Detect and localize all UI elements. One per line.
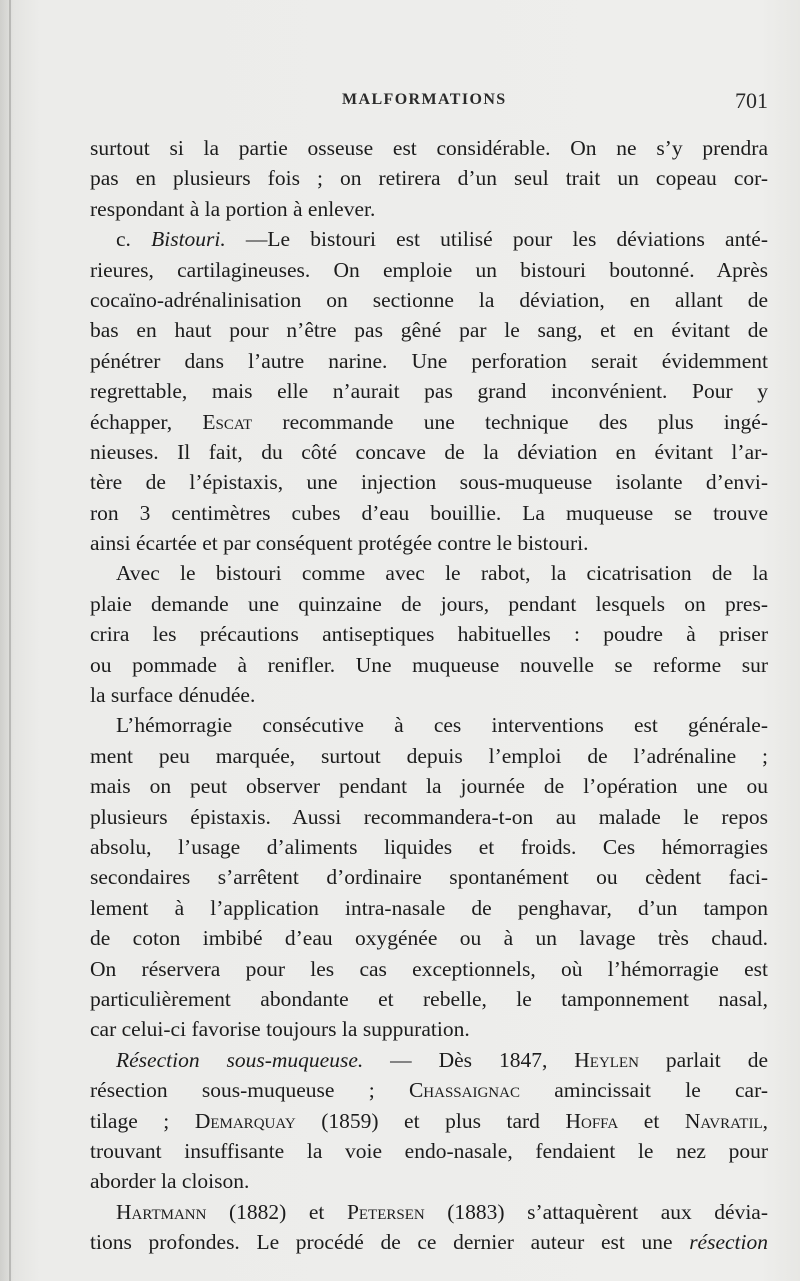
- text-line: [90, 1197, 768, 1227]
- page-gutter-shadow: [9, 0, 11, 1281]
- author-name: Heylen: [574, 1047, 639, 1072]
- text-line: pénétrer dans l’autre narine. Une perforation serait évidemment: [90, 348, 768, 373]
- text-line: ment peu marquée, surtout depuis l’emploi de l’adrénaline ;: [90, 743, 768, 768]
- text-line: ou pommade à renifler. Une muqueuse nouvelle se reforme sur: [90, 652, 768, 677]
- text-run: —Le bistouri est utilisé pour les déviations anté-: [225, 227, 768, 252]
- text-line: bas en haut pour n’être pas gêné par le sang, et en évitant de: [90, 318, 768, 343]
- text-line: respondant à la portion à enlever.: [90, 196, 376, 221]
- italic-term: résection: [689, 1230, 768, 1255]
- text-line: particulièrement abondante et rebelle, le tamponnement nasal,: [90, 986, 768, 1011]
- text-line: [90, 1045, 768, 1075]
- text-run: tions profondes. Le procédé de ce dernier auteur est une: [90, 1230, 690, 1255]
- text-line: [90, 1075, 768, 1105]
- text-run: et: [618, 1108, 685, 1133]
- text-run: parlait de: [638, 1047, 768, 1072]
- italic-term: Bistouri.: [151, 227, 226, 252]
- text-line: de coton imbibé d’eau oxygénée ou à un lavage très chaud.: [90, 926, 768, 951]
- text-line: nieuses. Il fait, du côté concave de la déviation en évitant l’ar-: [90, 439, 768, 464]
- text-line: cocaïno-adrénalinisation on sectionne la déviation, en allant de: [90, 287, 768, 312]
- text-line: pas en plusieurs fois ; on retirera d’un seul trait un copeau cor-: [90, 166, 768, 191]
- text-line: tère de l’épistaxis, une injection sous-muqueuse isolante d’envi-: [90, 470, 768, 495]
- text-line: secondaires s’arrêtent d’ordinaire spontanément ou cèdent faci-: [90, 865, 768, 890]
- text-line: plaie demande une quinzaine de jours, pendant lesquels on pres-: [90, 591, 768, 616]
- running-header: [90, 88, 768, 118]
- author-name: Hoffa: [565, 1108, 619, 1133]
- text-line: plusieurs épistaxis. Aussi recommandera-t-on au malade le repos: [90, 804, 768, 829]
- text-run: (1859) et plus tard: [295, 1108, 566, 1133]
- text-line: trouvant insuffisante la voie endo-nasale, fendaient le nez pour: [90, 1138, 768, 1163]
- text-run: résection sous-muqueuse ;: [90, 1078, 409, 1103]
- text-line: aborder la cloison.: [90, 1169, 250, 1194]
- text-line: L’hémorragie consécutive à ces interventions est générale-: [116, 713, 768, 738]
- text-run: recommande une technique des plus ingé-: [252, 409, 768, 434]
- text-line: rieures, cartilagineuses. On emploie un bistouri boutonné. Après: [90, 257, 768, 282]
- page-number: 701: [735, 88, 768, 113]
- text-run: — Dès 1847,: [363, 1047, 575, 1072]
- text-line: car celui-ci favorise toujours la suppuration.: [90, 1017, 470, 1042]
- text-run: c.: [116, 227, 152, 252]
- text-line: regrettable, mais elle n’aurait pas grand inconvénient. Pour y: [90, 379, 768, 404]
- author-name: Chassaignac: [408, 1078, 520, 1103]
- author-name: Navratil,: [684, 1108, 768, 1133]
- text-line: lement à l’application intra-nasale de penghavar, d’un tampon: [90, 895, 768, 920]
- text-line: absolu, l’usage d’aliments liquides et froids. Ces hémorragies: [90, 834, 768, 859]
- text-line: [90, 407, 768, 437]
- author-name: Petersen: [346, 1199, 425, 1224]
- text-run: tilage ;: [90, 1108, 195, 1133]
- text-line: mais on peut observer pendant la journée de l’opération une ou: [90, 774, 768, 799]
- text-line: la surface dénudée.: [90, 683, 256, 708]
- text-line: [90, 1227, 768, 1257]
- text-line: surtout si la partie osseuse est considérable. On ne s’y prendra: [90, 136, 768, 160]
- text-run: échapper,: [90, 409, 203, 434]
- text-line: [90, 1106, 768, 1136]
- text-run: amincissait le car-: [519, 1078, 768, 1103]
- text-line: ron 3 centimètres cubes d’eau bouillie. La muqueuse se trouve: [90, 500, 768, 525]
- italic-term: Résection sous-muqueuse.: [116, 1047, 364, 1072]
- text-line: crira les précautions antiseptiques habituelles : poudre à priser: [90, 622, 768, 647]
- body-text: [90, 133, 768, 1257]
- text-line: ainsi écartée et par conséquent protégée contre le bistouri.: [90, 531, 589, 556]
- text-line: [90, 224, 768, 254]
- author-name: Demarquay: [194, 1108, 296, 1133]
- author-name: Escat: [202, 409, 253, 434]
- author-name: Hartmann: [116, 1199, 207, 1224]
- text-run: (1883) s’attaquèrent aux dévia-: [424, 1199, 769, 1224]
- running-title: MALFORMATIONS: [342, 91, 507, 108]
- text-run: (1882) et: [206, 1199, 347, 1224]
- text-line: Avec le bistouri comme avec le rabot, la cicatrisation de la: [116, 561, 768, 586]
- text-line: On réservera pour les cas exceptionnels, où l’hémorragie est: [90, 956, 768, 981]
